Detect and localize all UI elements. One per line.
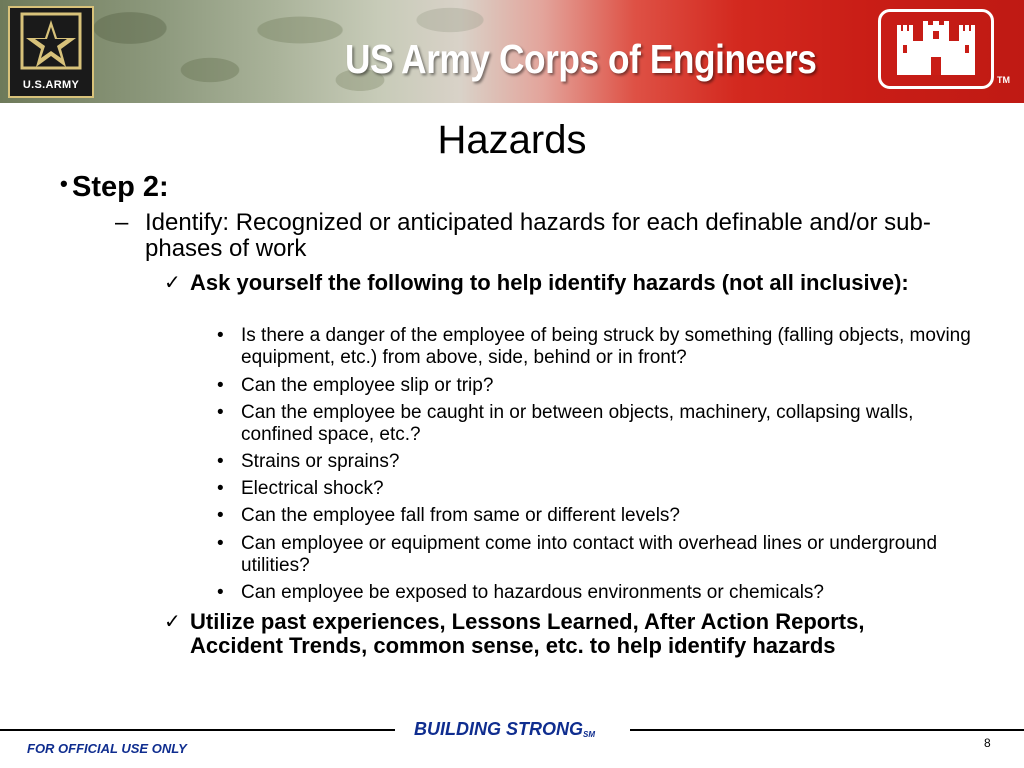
identify-text: Identify: Recognized or anticipated hazards for each definable and/or sub-phases of work xyxy=(145,209,931,262)
checkmark-icon: ✓ xyxy=(164,272,181,294)
utilize-item xyxy=(164,609,950,658)
army-logo-label: U.S.ARMY xyxy=(22,79,80,91)
question-text: Can employee or equipment come into contact with overhead lines or underground utilities? xyxy=(241,533,938,576)
sub-bullet-marker: • xyxy=(217,582,224,603)
step-label: Step 2: xyxy=(72,171,169,203)
sub-bullet-marker: • xyxy=(217,451,224,472)
identify-item xyxy=(115,209,955,262)
slide-title: Hazards xyxy=(437,118,587,162)
question-text: Can employee be exposed to hazardous environments or chemicals? xyxy=(241,582,824,603)
question-text: Can the employee be caught in or between objects, machinery, collapsing walls, confined space, etc.? xyxy=(241,402,914,445)
question-text: Can the employee fall from same or different levels? xyxy=(241,505,680,526)
sub-bullet-marker: • xyxy=(217,478,224,499)
header-banner xyxy=(0,0,1024,103)
bullet-marker: • xyxy=(60,171,68,196)
org-title: US Army Corps of Engineers xyxy=(345,36,817,82)
question-text: Is there a danger of the employee of being struck by something (falling objects, moving equipment, etc.) from above, side, behind or in front? xyxy=(241,325,971,368)
trademark: TM xyxy=(997,75,1010,85)
sub-bullet-marker: • xyxy=(217,402,224,423)
question-item xyxy=(217,451,971,473)
question-item xyxy=(217,533,971,577)
question-text: Strains or sprains? xyxy=(241,451,400,472)
sub-bullet-marker: • xyxy=(217,375,224,396)
question-item xyxy=(217,402,971,446)
question-item xyxy=(217,505,971,527)
army-logo xyxy=(8,6,94,98)
question-item xyxy=(217,582,971,604)
step-item xyxy=(60,171,169,204)
classification-label: FOR OFFICIAL USE ONLY xyxy=(27,741,187,756)
question-item xyxy=(217,375,971,397)
question-text: Electrical shock? xyxy=(241,478,384,499)
footer-rule-left xyxy=(0,729,395,731)
dash-marker: – xyxy=(115,209,129,236)
sub-bullet-marker: • xyxy=(217,533,224,554)
ask-heading: Ask yourself the following to help identify hazards (not all inclusive): xyxy=(190,270,909,295)
usace-logo xyxy=(878,9,994,89)
checkmark-icon: ✓ xyxy=(164,611,181,633)
army-star-icon xyxy=(14,12,88,72)
ask-item xyxy=(164,270,950,295)
service-mark: SM xyxy=(583,730,595,739)
utilize-text: Utilize past experiences, Lessons Learned, After Action Reports, Accident Trends, common sense, etc. to help identify hazards xyxy=(190,609,865,658)
footer-rule-right xyxy=(630,729,1024,731)
sub-bullet-marker: • xyxy=(217,325,224,346)
question-item xyxy=(217,325,971,369)
question-text: Can the employee slip or trip? xyxy=(241,375,494,396)
tagline-text: BUILDING STRONG xyxy=(414,719,583,739)
castle-icon xyxy=(895,21,977,77)
footer-tagline xyxy=(414,719,595,740)
page-number: 8 xyxy=(984,736,991,750)
question-item xyxy=(217,478,971,500)
sub-bullet-marker: • xyxy=(217,505,224,526)
